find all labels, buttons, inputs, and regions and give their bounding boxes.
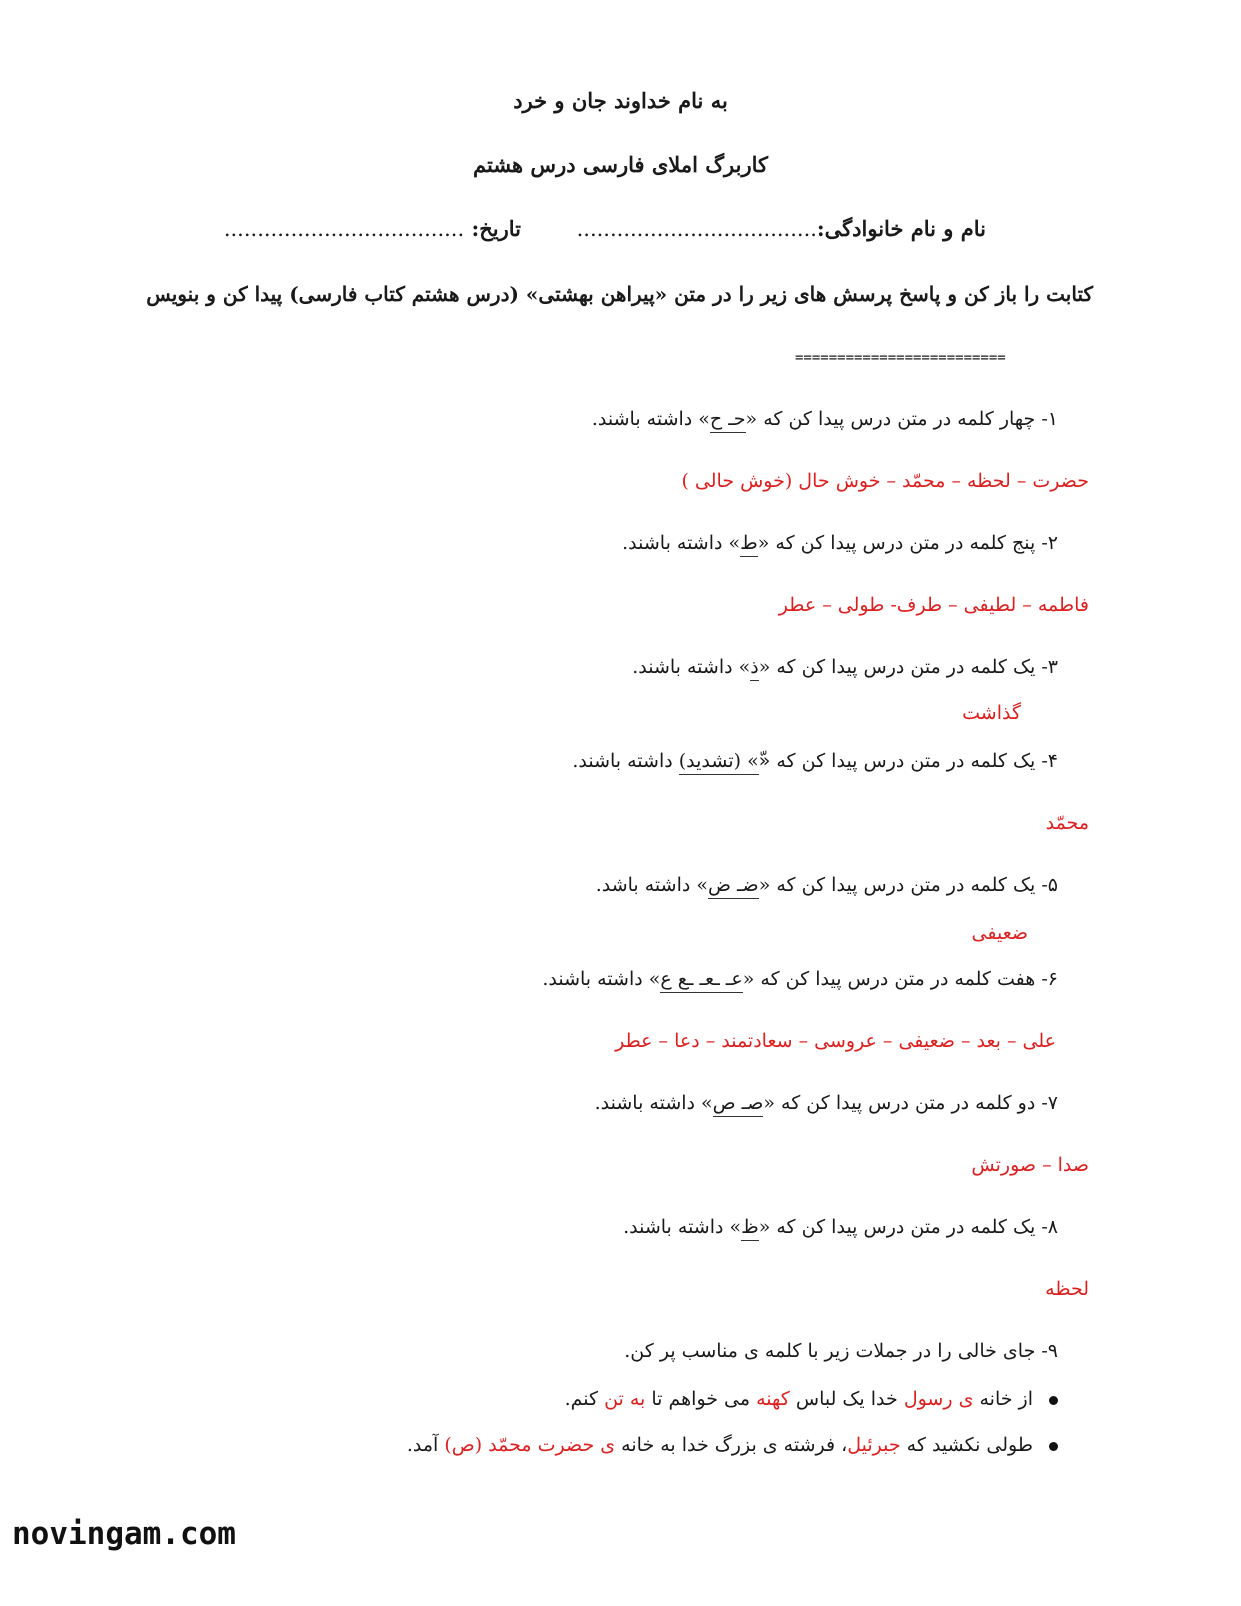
- sentence-part: خدا یک لباس: [789, 1388, 904, 1410]
- answer-5: ضعیفی: [971, 922, 1028, 944]
- question-text: دو کلمه در متن درس پیدا کن که «: [763, 1092, 1036, 1114]
- question-text: یک کلمه در متن درس پیدا کن که «: [758, 750, 1036, 772]
- question-number: ۵-: [1041, 874, 1058, 896]
- question-text: یک کلمه در متن درس پیدا کن که «: [758, 656, 1036, 678]
- question-5: [596, 874, 1058, 896]
- question-text: جای خالی را در جملات زیر با کلمه ی مناسب پر کن.: [624, 1340, 1036, 1362]
- site-watermark: novingam.com: [12, 1516, 236, 1552]
- date-field: [224, 216, 521, 241]
- sentence-part: ، فرشته ی بزرگ خدا به خانه: [615, 1434, 848, 1456]
- question-number: ۱-: [1041, 408, 1058, 430]
- page-title: کاربرگ املای فارسی درس هشتم: [473, 152, 768, 177]
- answer-2: فاطمه – لطیفی – طرف- طولی – عطر: [778, 594, 1089, 616]
- separator: =========================: [795, 350, 1006, 366]
- name-field: [577, 216, 986, 241]
- question-key: صـ ص: [713, 1092, 764, 1117]
- question-text: هفت کلمه در متن درس پیدا کن که «: [742, 968, 1036, 990]
- question-text-end: » داشته باشند.: [594, 1092, 713, 1114]
- answer-8: لحظه: [1045, 1278, 1089, 1300]
- question-number: ۶-: [1041, 968, 1058, 990]
- question-text-end: » داشته باشند.: [623, 1216, 742, 1238]
- question-number: ۷-: [1041, 1092, 1058, 1114]
- question-key: ظ: [741, 1216, 759, 1241]
- question-1: [592, 408, 1058, 430]
- name-label: نام و نام خانوادگی:: [816, 216, 986, 241]
- bullet-icon: [1049, 1442, 1058, 1451]
- date-label: تاریخ:: [471, 216, 521, 241]
- date-dots: ....................................: [223, 217, 465, 241]
- question-text: یک کلمه در متن درس پیدا کن که «: [758, 874, 1036, 896]
- question-4: [572, 750, 1058, 772]
- question-text: پنج کلمه در متن درس پیدا کن که «: [757, 532, 1036, 554]
- question-2: [622, 532, 1058, 554]
- sentence-part: کنم.: [564, 1388, 605, 1410]
- sentence-answer: جبرئیل: [847, 1434, 901, 1456]
- answer-4: محمّد: [1045, 812, 1089, 834]
- answer-6: علی – بعد – ضعیفی – عروسی – سعادتمند – دعا – عطر: [615, 1030, 1056, 1052]
- question-7: [595, 1092, 1058, 1114]
- question-number: ۹-: [1041, 1340, 1058, 1362]
- question-key: ذ: [750, 656, 758, 681]
- sentence-part: طولی نکشید که: [900, 1434, 1033, 1456]
- question-key: ضـ ض: [708, 874, 759, 899]
- question-key: عـ ـعـ ـع ع: [660, 968, 742, 993]
- question-number: ۳-: [1041, 656, 1058, 678]
- question-text-end: » داشته باشند.: [542, 968, 661, 990]
- question-number: ۴-: [1041, 750, 1058, 772]
- basmala: به نام خداوند جان و خرد: [513, 88, 728, 113]
- question-number: ۲-: [1041, 532, 1058, 554]
- question-text: چهار کلمه در متن درس پیدا کن که «: [745, 408, 1036, 430]
- question-key: ط: [740, 532, 758, 557]
- question-key: ّ» (تشدید): [679, 750, 759, 775]
- question-text-end: » داشته باشند.: [591, 408, 710, 430]
- bullet-icon: [1049, 1396, 1058, 1405]
- sentence-answer: ی رسول: [903, 1388, 974, 1410]
- question-text-end: داشته باشند.: [572, 750, 679, 772]
- question-text-end: » داشته باشد.: [595, 874, 708, 896]
- sentence-part: از خانه: [973, 1388, 1033, 1410]
- sentence-answer: ی حضرت محمّد (ص): [444, 1434, 616, 1456]
- name-dots: ....................................: [576, 217, 817, 241]
- answer-1: حضرت – لحظه – محمّد – خوش حال (خوش حالی ): [681, 470, 1089, 492]
- answer-3: گذاشت: [962, 702, 1021, 724]
- question-text-end: » داشته باشند.: [632, 656, 751, 678]
- sentence-answer: کهنه: [756, 1388, 790, 1410]
- question-9: [624, 1340, 1058, 1362]
- bullet-item-2: [407, 1434, 1058, 1456]
- question-key: حـ ح: [710, 408, 746, 433]
- sentence-part: می خواهم تا: [645, 1388, 757, 1410]
- sentence-part: آمد.: [406, 1434, 445, 1456]
- instruction: کتابت را باز کن و پاسخ پرسش های زیر را در متن «پیراهن بهشتی» (درس هشتم کتاب فارسی) پیدا کن و بنویس: [146, 282, 1093, 306]
- sentence-answer: به تن: [604, 1388, 646, 1410]
- answer-7: صدا – صورتش: [971, 1154, 1089, 1176]
- question-text: یک کلمه در متن درس پیدا کن که «: [758, 1216, 1036, 1238]
- question-number: ۸-: [1041, 1216, 1058, 1238]
- question-6: [542, 968, 1058, 990]
- question-8: [623, 1216, 1058, 1238]
- question-3: [632, 656, 1058, 678]
- question-text-end: » داشته باشند.: [622, 532, 741, 554]
- bullet-item-1: [565, 1388, 1058, 1410]
